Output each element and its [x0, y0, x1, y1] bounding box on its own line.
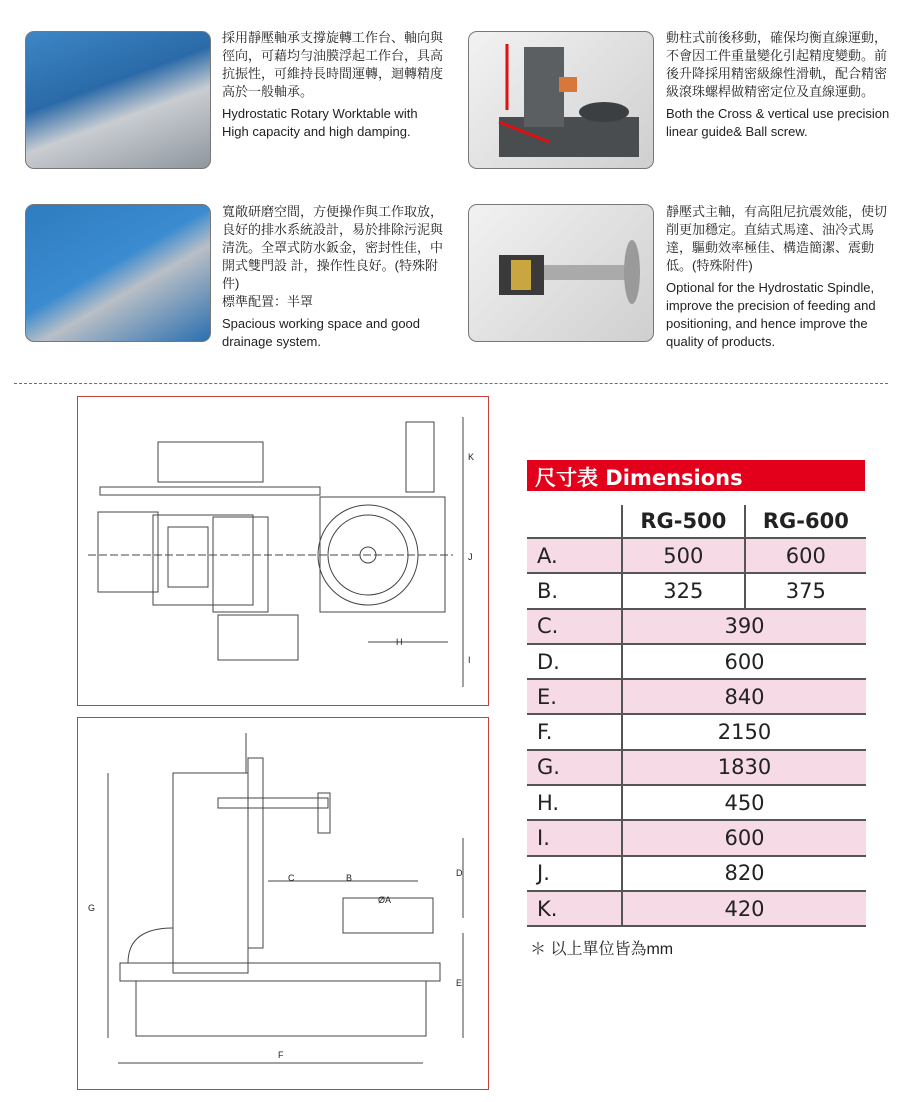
feature-rotary-worktable — [222, 29, 447, 141]
cell-value: 450 — [622, 785, 866, 820]
cell-value: 600 — [622, 820, 866, 855]
table-row — [527, 644, 866, 679]
cell-value: 375 — [745, 573, 866, 608]
table-row — [527, 891, 866, 926]
row-label: K. — [527, 891, 622, 926]
row-label: C. — [527, 609, 622, 644]
header-empty — [527, 505, 622, 538]
cell-value: 600 — [745, 538, 866, 573]
table-row — [527, 856, 866, 891]
feature-text-zh: 寬敞研磨空間，方便操作與工作取放，良好的排水系統設計，易於排除污泥與清洗。全罩式防水鈑金，密封性佳，中開式雙門設 計，操作性良好。(特殊附件) — [222, 204, 444, 291]
feature-working-space — [222, 203, 447, 351]
dim-label-b: B — [346, 873, 353, 883]
feature-text-en: Spacious working space and good drainage system. — [222, 316, 421, 349]
row-label: H. — [527, 785, 622, 820]
feature-text-en: Both the Cross & vertical use precision linear guide& Ball screw. — [666, 106, 890, 139]
dim-label-e: E — [456, 978, 463, 988]
cell-value: 325 — [622, 573, 745, 608]
cell-value: 820 — [622, 856, 866, 891]
row-label: E. — [527, 679, 622, 714]
row-label: I. — [527, 820, 622, 855]
cell-value: 840 — [622, 679, 866, 714]
cell-value: 600 — [622, 644, 866, 679]
table-row — [527, 679, 866, 714]
table-row — [527, 573, 866, 608]
rotary-worktable-photo — [25, 31, 211, 169]
dim-label-k: K — [468, 452, 475, 462]
dimensions-table — [527, 505, 866, 927]
table-row — [527, 820, 866, 855]
cell-value: 2150 — [622, 714, 866, 749]
spindle-illustration — [469, 205, 654, 342]
feature-text-en: Hydrostatic Rotary Worktable with High capacity and high damping. — [222, 106, 418, 139]
dimensions-title: 尺寸表 Dimensions — [527, 460, 865, 491]
table-row — [527, 538, 866, 573]
dim-label-h: H — [396, 637, 403, 647]
table-row — [527, 714, 866, 749]
column-illustration — [469, 32, 654, 169]
table-row — [527, 750, 866, 785]
hydrostatic-spindle-photo — [468, 204, 654, 342]
column-header: RG-500 — [622, 505, 745, 538]
table-row — [527, 609, 866, 644]
feature-text-zh-standard: 標準配置：半罩 — [222, 294, 314, 309]
row-label: F. — [527, 714, 622, 749]
row-label: J. — [527, 856, 622, 891]
dim-label-a: ØA — [378, 895, 392, 905]
dim-label-i: I — [468, 655, 471, 665]
feature-text-zh: 動柱式前後移動，確保均衡直線運動，不會因工件重量變化引起精度變動。前後升降採用精密級線性滑軌，配合精密級滾珠螺桿做精密定位及直線運動。 — [666, 30, 888, 99]
top-view-drawing — [77, 396, 489, 706]
feature-text-en: Optional for the Hydrostatic Spindle, improve the precision of feeding and positioning, and hence improve the quality of products. — [666, 280, 876, 349]
working-space-photo — [25, 204, 211, 342]
cell-value: 500 — [622, 538, 745, 573]
feature-text-zh: 採用靜壓軸承支撐旋轉工作台、軸向與徑向，可藉均勻油膜浮起工作台，具高抗振性，可維持長時間運轉，迴轉精度高於一般軸承。 — [222, 30, 444, 99]
side-view-drawing — [77, 717, 489, 1090]
row-label: B. — [527, 573, 622, 608]
moving-column-photo — [468, 31, 654, 169]
row-label: D. — [527, 644, 622, 679]
row-label: A. — [527, 538, 622, 573]
cell-value: 420 — [622, 891, 866, 926]
column-header: RG-600 — [745, 505, 866, 538]
dim-label-g: G — [88, 903, 96, 913]
dim-label-j: J — [468, 552, 473, 562]
dim-label-c: C — [288, 873, 295, 883]
feature-text-zh: 靜壓式主軸，有高阻尼抗震效能，使切削更加穩定。直結式馬達、油冷式馬達，驅動效率極佳、構造簡潔、震動低。(特殊附件) — [666, 204, 888, 273]
dim-label-d: D — [456, 868, 463, 878]
feature-hydrostatic-spindle — [666, 203, 894, 351]
table-header-row — [527, 505, 866, 538]
cell-value: 390 — [622, 609, 866, 644]
row-label: G. — [527, 750, 622, 785]
feature-moving-column — [666, 29, 894, 141]
section-divider — [14, 383, 888, 384]
cell-value: 1830 — [622, 750, 866, 785]
units-note: ＊ 以上單位皆為mm — [530, 941, 674, 958]
dim-label-f: F — [278, 1050, 284, 1060]
table-row — [527, 785, 866, 820]
